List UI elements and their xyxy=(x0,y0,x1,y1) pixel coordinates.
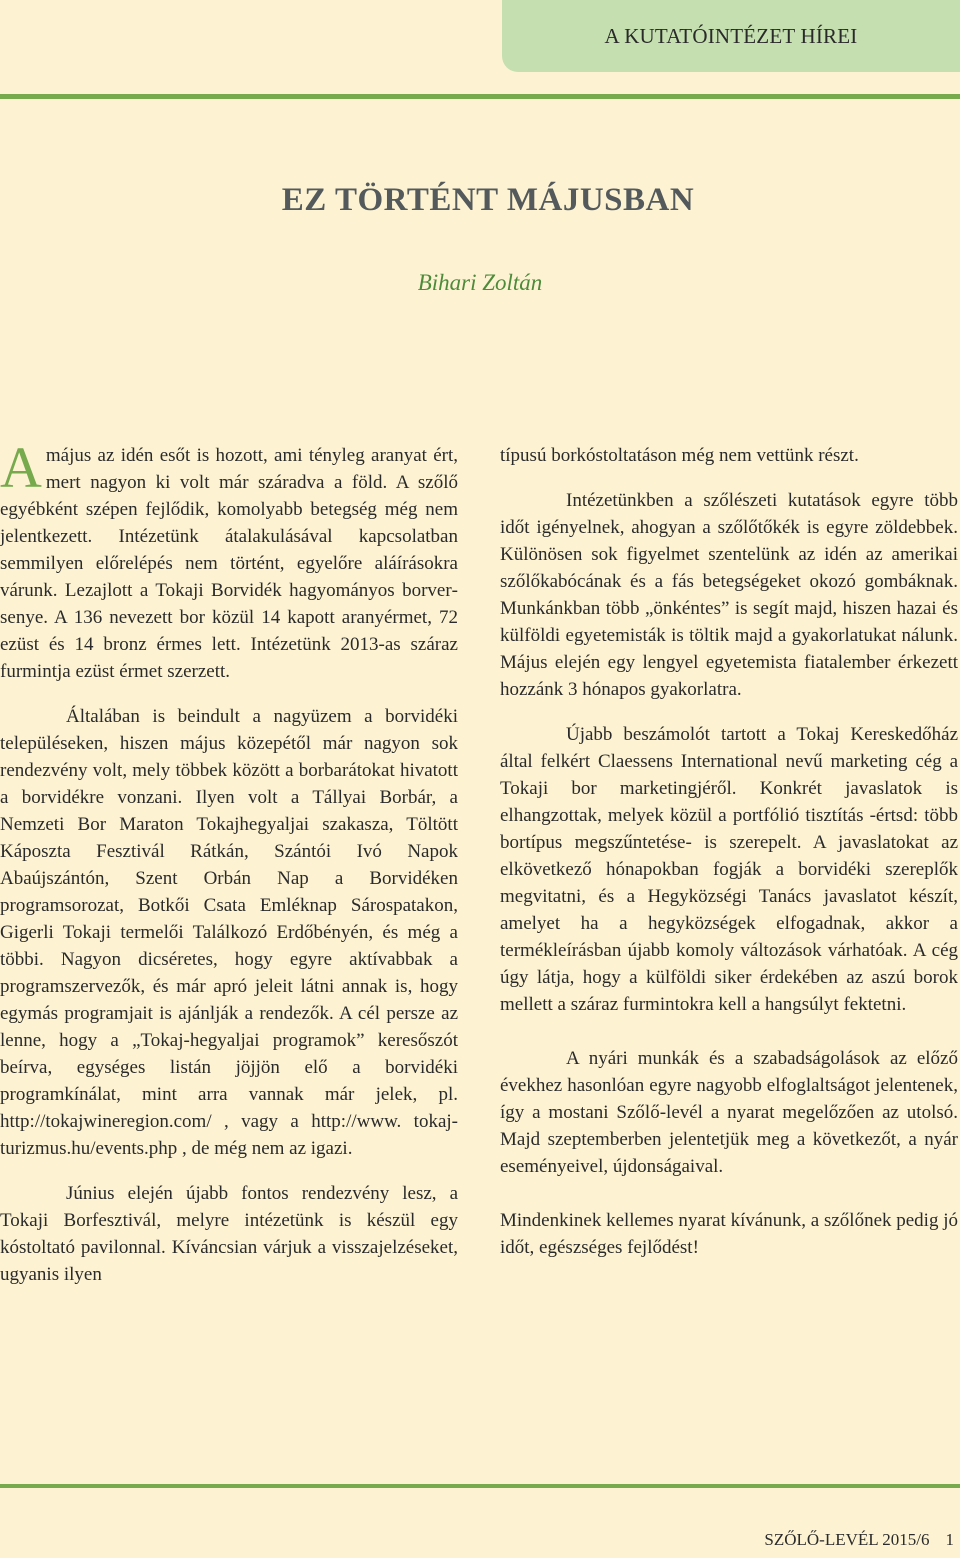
paragraph: Általában is beindult a nagyüzem a borvidéki településeken, hiszen május közepétől már nagyon sok rendezvény volt, mely többek között a borbarátokat hivatott a borvidékre vonzani. Ilyen volt a Tállyai Borbár, a Nemzeti Bor Maraton Tokajhegyaljai szakasza, Töltött Káposzta Fesztivál Rátkán, Szántói Ivó Napok Abaújszántón, Szent Orbán Nap a Borvidéken programsorozat, Botkői Csata Emléknap Sárospatakon, Gigerli Tokaji termelői Találkozó Erdőbényén, és még a többi. Nagyon dicséretes, hogy egyre aktívabbak a programszervezők, és már apró jeleit látni annak is, hogy egymás programjait is ajánlják a rendezők. A cél persze az lenne, hogy a „Tokaj-hegyaljai programok” keresőszót beírva, egységes listán jöjjön elő a borvidéki programkínálat, mint arra vannak már jelek, pl. http://tokajwineregion.com/ , vagy a http://www. tokaj-turizmus.hu/events.php , de még nem az igazi. xyxy=(0,706,458,1159)
page-footer xyxy=(764,1530,954,1550)
left-column xyxy=(0,435,458,1288)
paragraph-text: május az idén esőt is hozott, ami tényleg aranyat ért, mert nagyon ki volt már száradva a föld. A szőlő egyébként szépen fejlődik, komolyabb betegség még nem jelentkezett. Intézetünk átalakulásával kapcsolatban semmilyen előrelépés nem történt, egyelőre aláírásokra várunk. Lezajlott a Tokaji Borvidék hagyományos borversenye. A 136 nevezett bor közül 14 kapott aranyérmet, 72 ezüst és 14 bronz érmes lett. Intézetünk 2013-as száraz furmintja ezüst érmet szerzett. xyxy=(0,445,458,682)
section-label: A KUTATÓINTÉZET HÍREI xyxy=(604,23,858,48)
paragraph xyxy=(0,435,458,685)
article-title: EZ TÖRTÉNT MÁJUSBAN xyxy=(281,182,695,218)
paragraph: típusú borkóstoltatáson még nem vettünk részt. xyxy=(500,445,859,466)
article-author: Bihari Zoltán xyxy=(417,270,543,295)
bottom-divider xyxy=(0,1484,960,1488)
right-column xyxy=(500,442,958,1261)
paragraph: A nyári munkák és a szabadságolások az előző évekhez hasonlóan egyre nagyobb elfoglaltságot jelentenek, így a mostani Szőlő-levél a nyarat megelőzően az utolsó. Majd szeptemberben jelentetjük meg a következőt, a nyár eseményeivel, újdonságaival. xyxy=(500,1048,958,1177)
paragraph: Intézetünkben a szőlészeti kutatások egyre több időt igényelnek, ahogyan a szőlőtőkék is egyre zöldebbek. Különösen sok figyelmet szentelünk az idén az amerikai szőlőkabócának és a fás betegségeket okozó gombáknak. Munkánkban több „önkéntes” is segít majd, hiszen hazai és külföldi egyetemisták is töltik majd a gyakorlatukat nálunk. Május elején egy lengyel egyetemista fiatalember érkezett hozzánk 3 hónapos gyakorlatra. xyxy=(500,490,958,700)
publication-label: SZŐLŐ-LEVÉL 2015/6 xyxy=(764,1530,930,1549)
paragraph: Mindenkinek kellemes nyarat kívánunk, a szőlőnek pedig jó időt, egészséges fejlődést! xyxy=(500,1210,958,1258)
paragraph: Június elején újabb fontos rendezvény lesz, a Tokaji Borfesztivál, melyre intézetünk is készül egy kóstoltató pavilonnal. Kíváncsian várjuk a visszajelzéseket, ugyanis ilyen xyxy=(0,1183,458,1285)
page-number: 1 xyxy=(945,1530,954,1549)
section-header-tab xyxy=(502,0,960,72)
top-divider xyxy=(0,94,960,99)
drop-cap: A xyxy=(0,435,42,500)
paragraph: Újabb beszámolót tartott a Tokaj Kereskedőház által felkért Claessens International nevű marketing cég a Tokaji bor marketingjéről. Konkrét javaslatok is elhangzottak, melyek közül a portfólió tisztítás -értsd: több bortípus megszűntetése- is szerepelt. A javaslatokat az elkövetkező hónapokban fogják a borvidéki szereplők megvitatni, és a Hegyközségi Tanács javaslatot készít, amelyet ha a hegyközségek elfogadnak, akkor a termékleírásban újabb komoly változások várhatóak. A cég úgy látja, hogy a külföldi siker érdekében az aszú borok mellett a száraz furmintokra kell a hangsúlyt fektetni. xyxy=(500,724,958,1015)
